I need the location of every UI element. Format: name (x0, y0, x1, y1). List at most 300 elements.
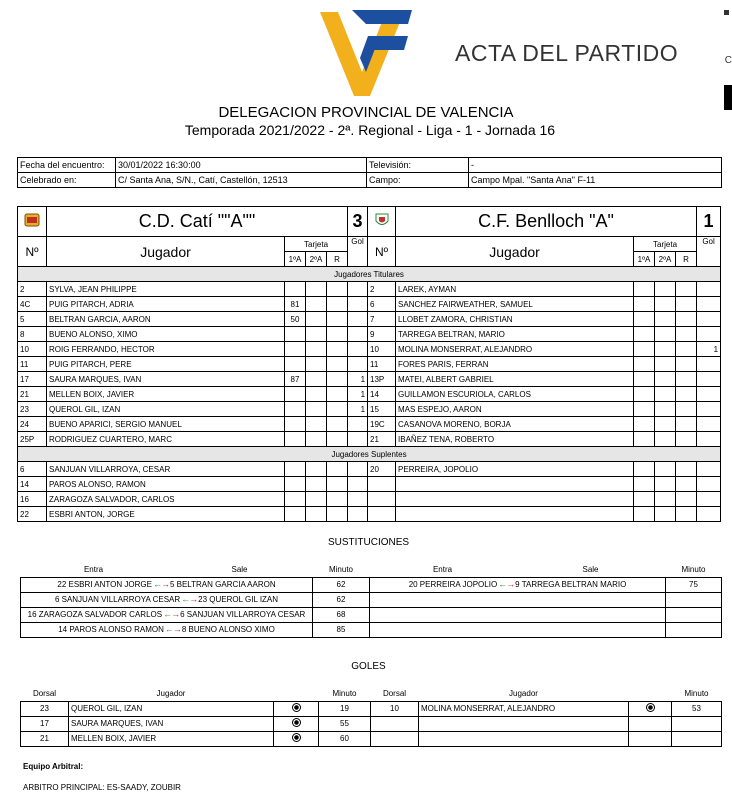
away-player-number: 9 (368, 327, 396, 342)
substitute-row (18, 507, 721, 522)
swap-arrows-icon: ←→ (498, 579, 515, 589)
home-first-yellow (285, 387, 306, 402)
player-row (18, 312, 721, 327)
home-sub-red-card (327, 492, 348, 507)
home-second-yellow (306, 387, 327, 402)
substitute-row (18, 477, 721, 492)
away-sub-goals (697, 507, 721, 522)
away-red-card (676, 297, 697, 312)
away-goal-ball (629, 716, 672, 731)
home-sub-number: 22 (18, 507, 47, 522)
away-player-number: 2 (368, 282, 396, 297)
goals-home-player-header: Jugador (156, 688, 186, 698)
home-first-yellow (285, 282, 306, 297)
goal-row (21, 716, 722, 731)
home-player-name: PUIG PITARCH, ADRIA (47, 297, 285, 312)
home-goal-ball (274, 716, 319, 731)
home-first-yellow (285, 327, 306, 342)
home-sub-first-yellow (285, 492, 306, 507)
home-sub-second-yellow (306, 492, 327, 507)
away-goal-ball (629, 731, 672, 746)
home-sub-name: SANJUAN VILLARROYA, CESAR (47, 462, 285, 477)
subs-home-min-header: Minuto (328, 564, 353, 574)
away-team-name: C.F. Benlloch "A" (396, 207, 697, 237)
away-player-header: Jugador (396, 237, 634, 267)
away-second-yellow (655, 387, 676, 402)
home-second-yellow (306, 372, 327, 387)
away-sub-name: PERREIRA, JOPOLIO (396, 462, 634, 477)
home-red-header: R (327, 252, 348, 267)
player-row (18, 432, 721, 447)
home-goal-dorsal: 21 (21, 731, 69, 746)
players-table (17, 206, 721, 522)
home-player-number: 23 (18, 402, 47, 417)
home-goal-player: QUEROL GIL, IZAN (69, 701, 274, 716)
player-row (18, 357, 721, 372)
home-sub-goals (348, 492, 368, 507)
away-player-name: GUILLAMON ESCURIOLA, CARLOS (396, 387, 634, 402)
home-second-yellow (306, 282, 327, 297)
swap-arrows-icon: ←→ (152, 579, 169, 589)
football-icon (292, 718, 301, 727)
away-substitution-minute (666, 607, 722, 622)
substitute-row (18, 462, 721, 477)
player-in: 16 ZARAGOZA SALVADOR CARLOS (27, 610, 163, 619)
away-player-number: 19C (368, 417, 396, 432)
date-value: 30/01/2022 16:30:00 (116, 158, 367, 173)
home-second-yellow (306, 297, 327, 312)
home-red-card (327, 372, 348, 387)
away-player-number: 14 (368, 387, 396, 402)
home-sub-number: 6 (18, 462, 47, 477)
home-first-yellow: 81 (285, 297, 306, 312)
home-badge-cell (18, 207, 47, 237)
away-red-card (676, 432, 697, 447)
home-goals (348, 297, 368, 312)
away-sub-first-yellow (634, 492, 655, 507)
away-sub-red-card (676, 492, 697, 507)
goals-away-ball-header (629, 686, 672, 701)
away-second-yellow (655, 312, 676, 327)
home-substitution (21, 607, 313, 622)
home-score: 3 (348, 207, 368, 237)
home-goals (348, 357, 368, 372)
away-sub-name (396, 477, 634, 492)
home-second-yellow (306, 312, 327, 327)
home-sub-number: 14 (18, 477, 47, 492)
home-goal-dorsal: 23 (21, 701, 69, 716)
away-player-name: FORES PARIS, FERRAN (396, 357, 634, 372)
edge-mark (724, 10, 729, 15)
home-substitution-minute: 68 (313, 607, 370, 622)
player-out: 9 TARREGA BELTRAN MARIO (515, 580, 627, 589)
away-player-name: MOLINA MONSERRAT, ALEJANDRO (396, 342, 634, 357)
away-goals (697, 417, 721, 432)
home-team-name: C.D. Catí ""A"" (47, 207, 348, 237)
away-goal-player (419, 716, 629, 731)
away-player-number: 10 (368, 342, 396, 357)
player-out: 8 BUENO ALONSO XIMO (181, 625, 275, 634)
away-sub-second-yellow (655, 507, 676, 522)
home-player-name: RODRIGUEZ CUARTERO, MARC (47, 432, 285, 447)
player-row (18, 342, 721, 357)
away-goal-dorsal (371, 731, 419, 746)
goals-away-player-header: Jugador (509, 688, 538, 698)
away-red-card (676, 402, 697, 417)
away-substitution-minute: 75 (666, 577, 722, 592)
away-player-name: MATEI, ALBERT GABRIEL (396, 372, 634, 387)
away-second-yellow (655, 372, 676, 387)
home-player-name: MELLEN BOIX, JAVIER (47, 387, 285, 402)
away-second-yellow-header: 2ºA (655, 252, 676, 267)
home-first-yellow: 87 (285, 372, 306, 387)
goals-away-dorsal-header: Dorsal (382, 688, 407, 698)
home-red-card (327, 357, 348, 372)
home-second-yellow-header: 2ºA (306, 252, 327, 267)
home-num-header: Nº (18, 237, 47, 267)
away-first-yellow (634, 342, 655, 357)
away-second-yellow (655, 327, 676, 342)
home-goal-player: MELLEN BOIX, JAVIER (69, 731, 274, 746)
home-sub-first-yellow (285, 477, 306, 492)
away-sub-goals (697, 477, 721, 492)
home-red-card (327, 402, 348, 417)
swap-arrows-icon: ←→ (164, 624, 181, 634)
home-sub-goals (348, 477, 368, 492)
away-red-header: R (676, 252, 697, 267)
swap-arrows-icon: ←→ (181, 594, 198, 604)
away-first-yellow (634, 372, 655, 387)
player-out: 6 SANJUAN VILLARROYA CESAR (180, 610, 306, 619)
away-goals (697, 432, 721, 447)
home-player-name: BUENO ALONSO, XIMO (47, 327, 285, 342)
home-player-name: BUENO APARICI, SERGIO MANUEL (47, 417, 285, 432)
away-sub-number (368, 477, 396, 492)
home-substitution (21, 592, 313, 607)
away-crest-icon (373, 211, 391, 229)
away-first-yellow (634, 417, 655, 432)
away-first-yellow (634, 402, 655, 417)
away-red-card (676, 372, 697, 387)
home-red-card (327, 432, 348, 447)
substitution-row (21, 577, 722, 592)
player-row (18, 372, 721, 387)
home-goals (348, 342, 368, 357)
home-player-number: 5 (18, 312, 47, 327)
home-red-card (327, 342, 348, 357)
away-player-name: CASANOVA MORENO, BORJA (396, 417, 634, 432)
away-first-yellow (634, 327, 655, 342)
home-player-number: 4C (18, 297, 47, 312)
away-num-header: Nº (368, 237, 396, 267)
home-second-yellow (306, 417, 327, 432)
home-first-yellow (285, 402, 306, 417)
home-player-number: 25P (18, 432, 47, 447)
match-info-table (17, 157, 722, 188)
home-player-number: 2 (18, 282, 47, 297)
away-goals (697, 327, 721, 342)
home-goals: 1 (348, 372, 368, 387)
away-goals: 1 (697, 342, 721, 357)
place-value: C/ Santa Ana, S/N., Catí, Castellón, 12513 (116, 173, 367, 188)
player-row (18, 297, 721, 312)
subs-table (20, 562, 722, 638)
away-red-card (676, 342, 697, 357)
home-substitution-minute: 62 (313, 577, 370, 592)
away-substitution (370, 622, 666, 637)
away-substitution-minute (666, 622, 722, 637)
away-player-number: 11 (368, 357, 396, 372)
subs-title: SUSTITUCIONES (327, 537, 410, 548)
away-player-number: 13P (368, 372, 396, 387)
home-player-number: 11 (18, 357, 47, 372)
home-second-yellow (306, 432, 327, 447)
away-sub-first-yellow (634, 462, 655, 477)
home-sub-first-yellow (285, 462, 306, 477)
goals-home-dorsal-header: Dorsal (32, 688, 57, 698)
home-goal-player: SAURA MARQUES, IVAN (69, 716, 274, 731)
away-red-card (676, 357, 697, 372)
home-red-card (327, 387, 348, 402)
delegation-title: DELEGACION PROVINCIAL DE VALENCIA (218, 104, 514, 121)
away-sub-first-yellow (634, 477, 655, 492)
away-substitution (370, 592, 666, 607)
player-row (18, 387, 721, 402)
tv-value: - (469, 158, 722, 173)
tv-label: Televisión: (367, 158, 469, 173)
player-row (18, 282, 721, 297)
home-goal-ball (274, 701, 319, 716)
home-red-card (327, 297, 348, 312)
away-goal-minute (672, 716, 722, 731)
away-first-yellow (634, 282, 655, 297)
home-player-number: 17 (18, 372, 47, 387)
away-goal-minute: 53 (672, 701, 722, 716)
home-second-yellow (306, 327, 327, 342)
away-sub-second-yellow (655, 477, 676, 492)
home-player-name: SYLVA, JEAN PHILIPPE (47, 282, 285, 297)
away-player-name: LLOBET ZAMORA, CHRISTIAN (396, 312, 634, 327)
home-red-card (327, 282, 348, 297)
away-sub-second-yellow (655, 492, 676, 507)
home-first-yellow-header: 1ºA (285, 252, 306, 267)
home-goals (348, 312, 368, 327)
away-sub-number (368, 507, 396, 522)
goals-away-min-header: Minuto (684, 688, 709, 698)
subs-away-out-header: Sale (582, 564, 599, 574)
away-second-yellow (655, 297, 676, 312)
away-goals (697, 312, 721, 327)
federation-logo (312, 6, 424, 98)
away-goals (697, 387, 721, 402)
swap-arrows-icon: ←→ (163, 609, 180, 619)
away-badge-cell (368, 207, 396, 237)
home-sub-goals (348, 507, 368, 522)
away-substitution-minute (666, 592, 722, 607)
home-player-number: 8 (18, 327, 47, 342)
substitution-row (21, 592, 722, 607)
substitution-row (21, 607, 722, 622)
home-sub-red-card (327, 462, 348, 477)
home-goal-minute: 60 (319, 731, 371, 746)
player-row (18, 417, 721, 432)
substitute-row (18, 492, 721, 507)
away-player-number: 21 (368, 432, 396, 447)
home-player-name: BELTRAN GARCIA, AARON (47, 312, 285, 327)
away-goals (697, 402, 721, 417)
home-sub-goals (348, 462, 368, 477)
away-card-header: Tarjeta (634, 237, 697, 252)
home-sub-name: ZARAGOZA SALVADOR, CARLOS (47, 492, 285, 507)
player-out: 23 QUEROL GIL IZAN (198, 595, 279, 604)
away-player-name: MAS ESPEJO, AARON (396, 402, 634, 417)
away-player-number: 15 (368, 402, 396, 417)
away-goals (697, 282, 721, 297)
suplentes-header: Jugadores Suplentes (18, 447, 721, 462)
away-second-yellow (655, 417, 676, 432)
player-in: 6 SANJUAN VILLARROYA CESAR (54, 595, 181, 604)
home-substitution-minute: 62 (313, 592, 370, 607)
subs-home-in-header: Entra (83, 564, 104, 574)
home-player-name: SAURA MARQUES, IVAN (47, 372, 285, 387)
away-goal-minute (672, 731, 722, 746)
away-second-yellow (655, 432, 676, 447)
away-goal-header: Gol (697, 237, 721, 267)
away-goal-ball (629, 701, 672, 716)
place-label: Celebrado en: (18, 173, 116, 188)
football-icon (292, 703, 301, 712)
away-player-number: 6 (368, 297, 396, 312)
away-sub-number (368, 492, 396, 507)
referee-principal: ARBITRO PRINCIPAL: ES-SAADY, ZOUBIR (23, 783, 181, 792)
away-goals (697, 297, 721, 312)
away-first-yellow (634, 432, 655, 447)
home-goals: 1 (348, 402, 368, 417)
home-first-yellow (285, 432, 306, 447)
away-goal-dorsal: 10 (371, 701, 419, 716)
home-sub-red-card (327, 507, 348, 522)
home-player-number: 10 (18, 342, 47, 357)
player-in: 20 PERREIRA JOPOLIO (408, 580, 498, 589)
away-red-card (676, 387, 697, 402)
away-sub-red-card (676, 462, 697, 477)
home-first-yellow: 50 (285, 312, 306, 327)
home-substitution-minute: 85 (313, 622, 370, 637)
away-sub-number: 20 (368, 462, 396, 477)
home-sub-second-yellow (306, 477, 327, 492)
document-title: ACTA DEL PARTIDO (455, 40, 679, 66)
away-second-yellow (655, 282, 676, 297)
home-sub-name: PAROS ALONSO, RAMON (47, 477, 285, 492)
away-player-name: TARREGA BELTRAN, MARIO (396, 327, 634, 342)
home-goals (348, 417, 368, 432)
subs-away-min-header: Minuto (681, 564, 706, 574)
home-goals: 1 (348, 387, 368, 402)
titulares-header: Jugadores Titulares (18, 267, 721, 282)
football-icon (646, 703, 655, 712)
player-in: 22 ESBRI ANTON JORGE (57, 580, 152, 589)
player-row (18, 327, 721, 342)
away-player-number: 7 (368, 312, 396, 327)
goals-title: GOLES (351, 661, 386, 672)
goals-home-ball-header (274, 686, 319, 701)
away-second-yellow (655, 357, 676, 372)
home-goals (348, 282, 368, 297)
edge-letter: C (724, 55, 732, 66)
away-goals (697, 372, 721, 387)
home-goal-header: Gol (348, 237, 368, 267)
away-player-name: SANCHEZ FAIRWEATHER, SAMUEL (396, 297, 634, 312)
player-out: 5 BELTRAN GARCIA AARON (169, 580, 276, 589)
goal-row (21, 701, 722, 716)
home-substitution (21, 622, 313, 637)
home-red-card (327, 417, 348, 432)
season-title: Temporada 2021/2022 - 2ª. Regional - Liga - 1 - Jornada 16 (184, 122, 556, 138)
home-red-card (327, 312, 348, 327)
away-red-card (676, 327, 697, 342)
away-player-name: LAREK, AYMAN (396, 282, 634, 297)
home-sub-name: ESBRI ANTON, JORGE (47, 507, 285, 522)
home-sub-second-yellow (306, 462, 327, 477)
home-card-header: Tarjeta (285, 237, 348, 252)
away-substitution (370, 577, 666, 592)
football-icon (292, 733, 301, 742)
away-player-name: IBAÑEZ TENA, ROBERTO (396, 432, 634, 447)
home-goal-minute: 19 (319, 701, 371, 716)
away-first-yellow (634, 387, 655, 402)
away-first-yellow (634, 297, 655, 312)
home-goals (348, 327, 368, 342)
home-player-name: QUEROL GIL, IZAN (47, 402, 285, 417)
player-in: 14 PAROS ALONSO RAMON (58, 625, 164, 634)
away-goal-dorsal (371, 716, 419, 731)
home-substitution (21, 577, 313, 592)
home-player-number: 24 (18, 417, 47, 432)
goals-table (20, 686, 722, 747)
away-sub-red-card (676, 477, 697, 492)
away-sub-goals (697, 462, 721, 477)
away-goal-player (419, 731, 629, 746)
home-first-yellow (285, 357, 306, 372)
away-sub-goals (697, 492, 721, 507)
away-sub-name (396, 507, 634, 522)
away-red-card (676, 312, 697, 327)
away-score: 1 (697, 207, 721, 237)
away-substitution (370, 607, 666, 622)
home-player-name: ROIG FERRANDO, HECTOR (47, 342, 285, 357)
home-goals (348, 432, 368, 447)
away-sub-first-yellow (634, 507, 655, 522)
goals-home-min-header: Minuto (332, 688, 357, 698)
player-row (18, 402, 721, 417)
away-second-yellow (655, 342, 676, 357)
away-first-yellow (634, 312, 655, 327)
field-label: Campo: (367, 173, 469, 188)
away-red-card (676, 417, 697, 432)
home-sub-first-yellow (285, 507, 306, 522)
home-second-yellow (306, 402, 327, 417)
home-player-number: 21 (18, 387, 47, 402)
away-red-card (676, 282, 697, 297)
home-sub-second-yellow (306, 507, 327, 522)
home-goal-dorsal: 17 (21, 716, 69, 731)
field-value: Campo Mpal. "Santa Ana" F-11 (469, 173, 722, 188)
home-goal-ball (274, 731, 319, 746)
home-crest-icon (24, 212, 40, 228)
away-sub-red-card (676, 507, 697, 522)
subs-home-out-header: Sale (231, 564, 248, 574)
away-goal-player: MOLINA MONSERRAT, ALEJANDRO (419, 701, 629, 716)
